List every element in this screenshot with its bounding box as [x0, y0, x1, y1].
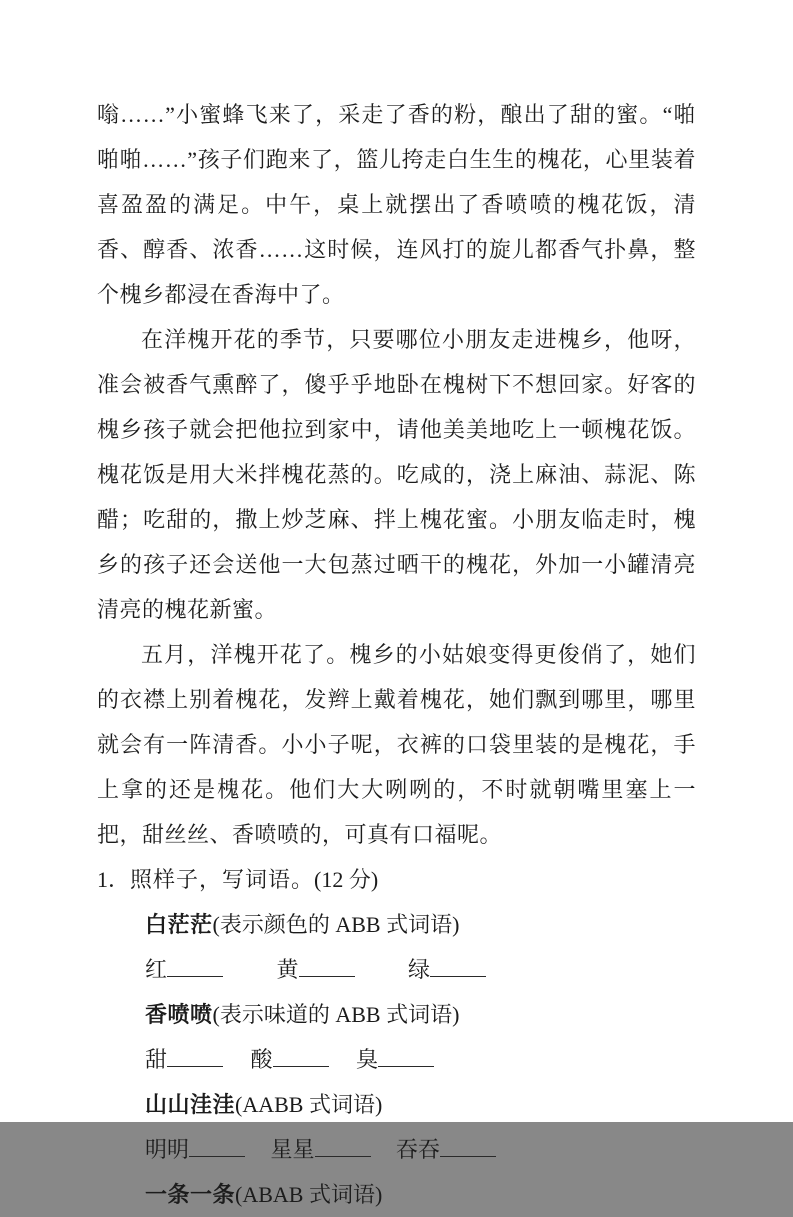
reading-passage [97, 92, 696, 857]
example-line [145, 992, 696, 1037]
passage-paragraph: 五月，洋槐开花了。槐乡的小姑娘变得更俊俏了，她们的衣襟上别着槐花，发辫上戴着槐花，她们飘到哪里，哪里就会有一阵清香。小小子呢，衣裤的口袋里装的是槐花，手上拿的还是槐花。他们大大咧咧的，不时就朝嘴里塞上一把，甜丝丝、香喷喷的，可真有口福呢。 [97, 642, 696, 847]
example-word: 白茫茫 [145, 912, 213, 937]
blank-prefix: 明明 [145, 1137, 190, 1162]
fill-item [251, 1037, 329, 1082]
blank-prefix: 甜 [145, 1047, 168, 1072]
answer-blank [299, 955, 355, 977]
blank-prefix: 绿 [408, 957, 431, 982]
answer-blank [167, 955, 223, 977]
question-score: (12 分) [314, 867, 379, 892]
page-content [97, 92, 696, 1217]
answer-blank [273, 1045, 329, 1067]
example-line [145, 1172, 696, 1217]
example-word: 一条一条 [145, 1182, 236, 1207]
answer-blank [167, 1045, 223, 1067]
fill-item [396, 1127, 496, 1172]
example-note: (AABB 式词语) [235, 1092, 383, 1117]
passage-paragraph: 在洋槐开花的季节，只要哪位小朋友走进槐乡，他呀，准会被香气熏醉了，傻乎乎地卧在槐树下不想回家。好客的槐乡孩子就会把他拉到家中，请他美美地吃上一顿槐花饭。槐花饭是用大米拌槐花蒸的。吃咸的，浇上麻油、蒜泥、陈醋；吃甜的，撒上炒芝麻、拌上槐花蜜。小朋友临走时，槐乡的孩子还会送他一大包蒸过晒干的槐花，外加一小罐清亮清亮的槐花新蜜。 [97, 327, 696, 622]
fill-item [356, 1037, 434, 1082]
fill-item [271, 1127, 371, 1172]
answer-blank [378, 1045, 434, 1067]
question-heading [97, 857, 696, 902]
answer-blank [315, 1135, 371, 1157]
question-number: 1． [97, 867, 131, 892]
example-word: 山山洼洼 [145, 1092, 236, 1117]
example-note: (表示颜色的 ABB 式词语) [212, 912, 460, 937]
example-line [145, 902, 696, 947]
example-note: (表示味道的 ABB 式词语) [212, 1002, 460, 1027]
blank-prefix: 吞吞 [396, 1137, 441, 1162]
question-title: 照样子，写词语。 [130, 867, 315, 892]
blank-prefix: 红 [145, 957, 168, 982]
blank-row [145, 1127, 696, 1172]
blank-row [145, 1037, 696, 1082]
blank-prefix: 酸 [250, 1047, 273, 1072]
blank-row [145, 947, 696, 992]
answer-blank [440, 1135, 496, 1157]
example-note: (ABAB 式词语) [235, 1182, 383, 1207]
blank-prefix: 臭 [356, 1047, 379, 1072]
example-word: 香喷喷 [145, 1002, 213, 1027]
fill-item [408, 947, 486, 992]
blank-prefix: 黄 [276, 957, 299, 982]
example-line [145, 1082, 696, 1127]
blank-prefix: 星星 [270, 1137, 315, 1162]
answer-blank [189, 1135, 245, 1157]
exercise-section [145, 902, 696, 1217]
answer-blank [430, 955, 486, 977]
fill-item [145, 1037, 223, 1082]
fill-item [145, 947, 223, 992]
passage-paragraph: 嗡……”小蜜蜂飞来了，采走了香的粉，酿出了甜的蜜。“啪啪啪……”孩子们跑来了，篮儿挎走白生生的槐花，心里装着喜盈盈的满足。中午，桌上就摆出了香喷喷的槐花饭，清香、醇香、浓香……这时候，连风打的旋儿都香气扑鼻，整个槐乡都浸在香海中了。 [97, 102, 696, 307]
fill-item [145, 1127, 245, 1172]
fill-item [277, 947, 355, 992]
